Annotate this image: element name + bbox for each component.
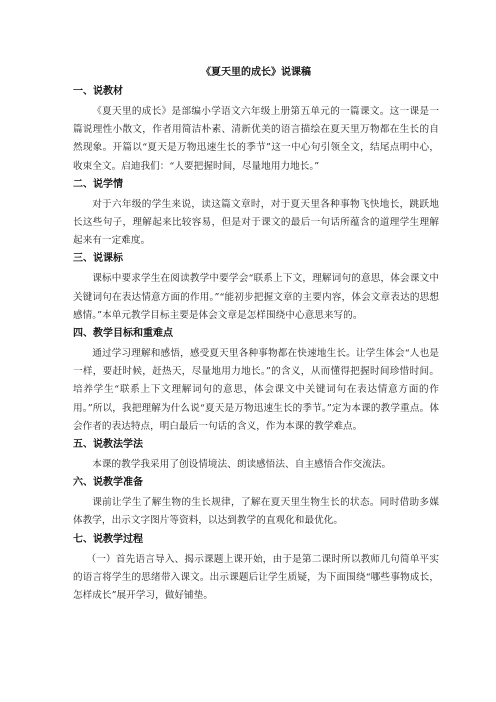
section-heading-methods: 五、说教法学法: [73, 439, 143, 451]
section-heading-preparation: 六、说教学准备: [73, 477, 143, 489]
section-body-student-situation: 对于六年级的学生来说，读这篇文章时，对于夏天里各种事物飞快地长，跳跃地长这些句子，理解起来比较容易，但是对于课文的最后一句话所蕴含的道理学生理解起来有一定难度。: [73, 198, 439, 247]
section-heading-goals-focus: 四、教学目标和重难点: [73, 328, 173, 340]
section-body-textbook: 《夏天里的成长》是部编小学语文六年级上册第五单元的一篇课文。这一课是一篇说理性小散文，作者用简洁朴素、清新优美的语言描绘在夏天里万物都在生长的自然现象。开篇以“夏天是万物迅速生长的季节”这一中心句引领全文，结尾点明中心，收束全文。启迪我们：“人要把握时间，尽量地用力地长。”: [73, 106, 439, 172]
document-title: 《夏天里的成长》说课稿: [201, 67, 311, 78]
section-body-teaching-process: （一）首先语言导入、揭示课题上课开始，由于是第二课时所以教师几句简单平实的语言将学生的思绪带入课文。出示课题后让学生质疑，为下面围绕“哪些事物成长，怎样成长”展开学习，做好铺垫。: [73, 553, 439, 602]
section-body-preparation: 课前让学生了解生物的生长规律，了解在夏天里生物生长的状态。同时借助多媒体教学，出示文字图片等资料，以达到教学的直观化和最优化。: [73, 497, 439, 527]
section-heading-curriculum-standard: 三、说课标: [73, 253, 123, 265]
section-heading-student-situation: 二、说学情: [73, 178, 123, 190]
section-heading-textbook: 一、说教材: [73, 86, 123, 97]
section-heading-teaching-process: 七、说教学过程: [73, 533, 143, 545]
section-body-methods: 本课的教学我采用了创设情境法、朗读感悟法、自主感悟合作交流法。: [92, 459, 392, 471]
section-body-goals-focus: 通过学习理解和感悟，感受夏天里各种事物都在快速地生长。让学生体会“人也是一样，要赶时候，赶热天，尽量地用力地长。”的含义，从而懂得把握时间珍惜时间。培养学生“联系上下文理解词句的意思，体会课文中关键词句在表达情意方面的作用。”所以，我把理解为什么说“夏天是万物迅速生长的季节。”定为本课的教学重点。体会作者的表达特点，明白最后一句话的含义，作为本课的教学难点。: [73, 348, 439, 432]
section-body-curriculum-standard: 课标中要求学生在阅读教学中要学会“联系上下文，理解词句的意思，体会课文中关键词句在表达情意方面的作用。”“能初步把握文章的主要内容，体会文章表达的思想感情。”本单元教学目标主要是体会文章是怎样围绕中心意思来写的。: [73, 273, 439, 321]
